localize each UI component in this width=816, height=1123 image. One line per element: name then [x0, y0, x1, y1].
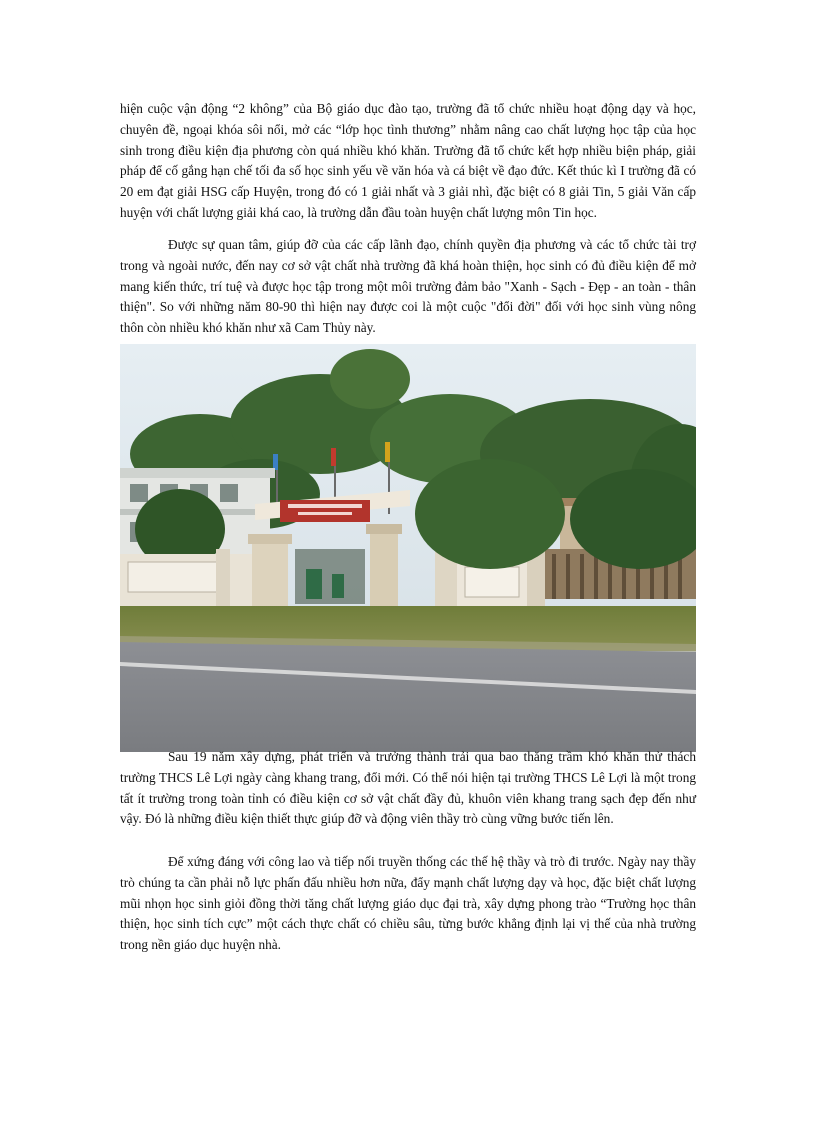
- front-tree-right: [415, 459, 565, 569]
- paragraph-tradition: Để xứng đáng với công lao và tiếp nối truyền thống các thế hệ thầy và trò đi trước. Ngày nay thầy trò chúng ta cần phải nỗ lực phấn đấu nhiều hơn nữa, đẩy mạnh chất lượng dạy và học, đặc biệt chất lượng mũi nhọn học sinh giỏi đồng thời tăng chất lượng giáo dục đại trà, xây dựng phong trào “Trường học thân thiện, học sinh tích cực” một cách thực chất có chiều sâu, từng bước khẳng định lại vị thế của nhà trường trong nền giáo dục huyện nhà.: [120, 854, 696, 953]
- paragraph-development: Sau 19 năm xây dựng, phát triển và trưởng thành trải qua bao thăng trầm khó khăn thử thách trường THCS Lê Lợi ngày càng khang trang, đổi mới. Có thể nói hiện tại trường THCS Lê Lợi là một trong tất ít trường trong toàn tỉnh có điều kiện cơ sở vật chất đầy đủ, khuôn viên khang trang sạch đẹp đến như vậy. Đó là những điều kiện thiết thực giúp đỡ và động viên thầy trò cùng vững bước tiến lên.: [120, 749, 696, 827]
- school-gate-photo: [120, 344, 696, 752]
- school-name-banner: [280, 500, 370, 522]
- left-wall: [120, 549, 255, 611]
- paragraph-facilities: Được sự quan tâm, giúp đỡ của các cấp lãnh đạo, chính quyền địa phương và các tổ chức tài trợ trong và ngoài nước, đến nay cơ sở vật chất nhà trường đã khá hoàn thiện, học sinh có đủ điều kiện để mở mang kiến thức, trí tuệ và được học tập trong một môi trường đảm bảo "Xanh - Sạch - Đẹp - an toàn - thân thiện". So với những năm 80-90 thì hiện nay được coi là một cuộc "đổi đời" đối với học sinh vùng nông thôn còn nhiều khó khăn như xã Cam Thủy này.: [120, 237, 696, 336]
- road: [120, 642, 696, 752]
- paragraph-intro: hiện cuộc vận động “2 không” của Bộ giáo dục đào tạo, trường đã tổ chức nhiều hoạt động dạy và học, chuyên đề, ngoại khóa sôi nổi, mở các “lớp học tình thương” nhằm nâng cao chất lượng học tập của học sinh trong điều kiện địa phương còn quá nhiều khó khăn. Trường đã tổ chức kết hợp nhiều biện pháp, giải pháp để cố gắng hạn chế tối đa số học sinh yếu về văn hóa và cá biệt về đạo đức. Kết thúc kì I trường đã có 20 em đạt giải HSG cấp Huyện, trong đó có 1 giải nhất và 3 giải nhì, đặc biệt có 8 giải Tin, 5 giải Văn cấp huyện với chất lượng giải khá cao, là trường dẫn đầu toàn huyện chất lượng môn Tin học.: [120, 101, 696, 220]
- school-gate-illustration: [120, 344, 696, 752]
